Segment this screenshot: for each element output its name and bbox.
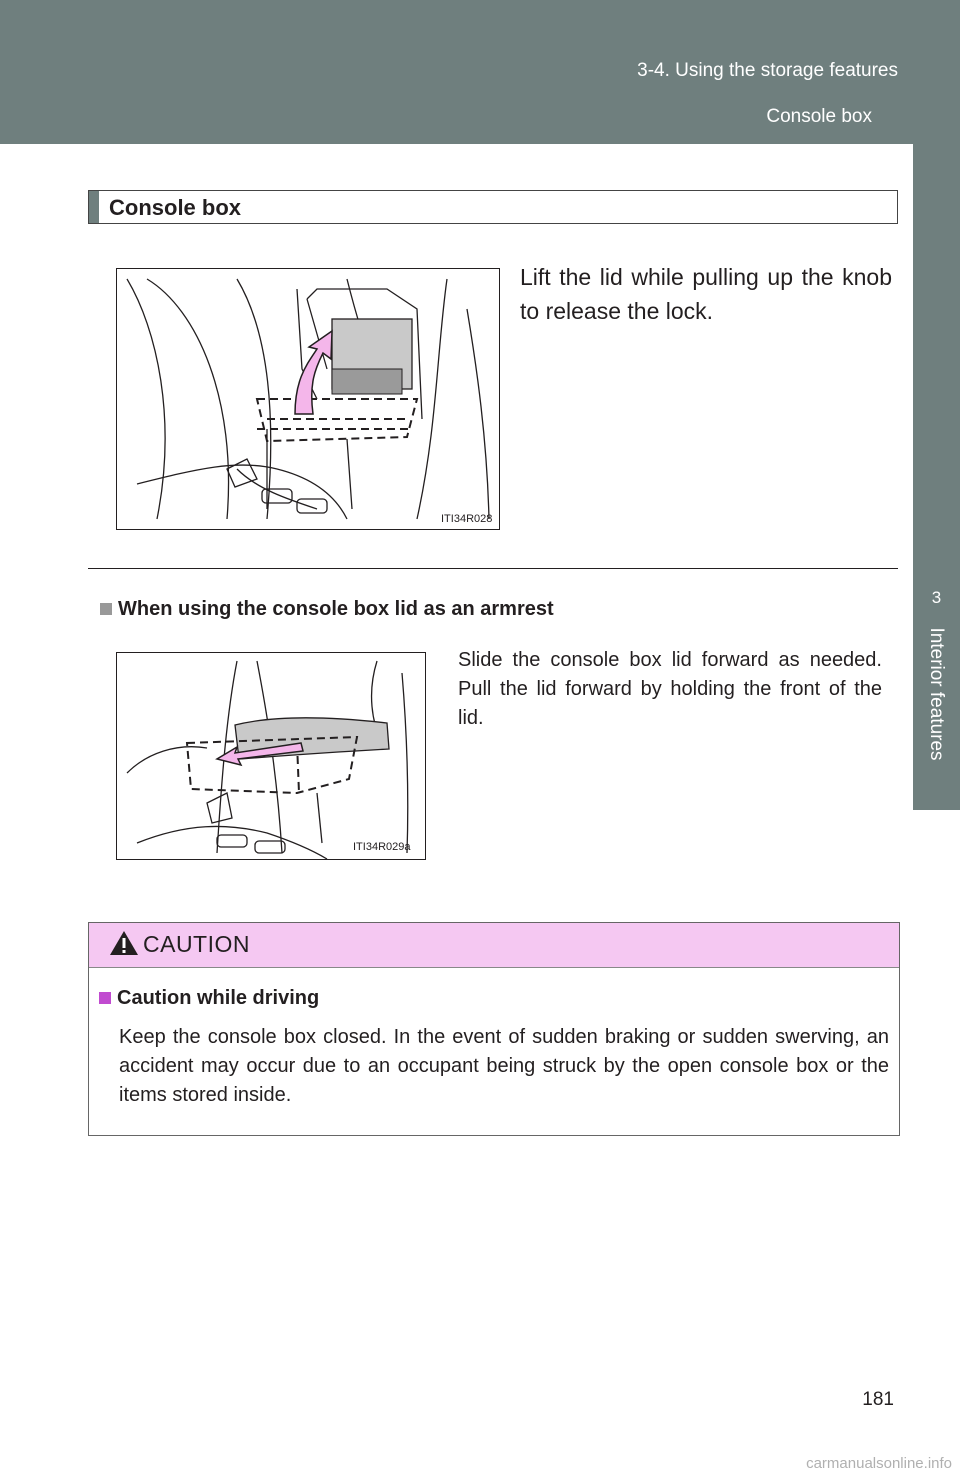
magenta-square-bullet-icon — [99, 992, 111, 1004]
figure-label-2: ITI34R029a — [353, 841, 411, 853]
figure-label-1: ITI34R028 — [441, 513, 493, 525]
caution-heading-text: Caution while driving — [117, 987, 320, 1009]
caution-heading — [99, 987, 319, 1010]
caution-label: CAUTION — [143, 931, 250, 957]
section-title-accent — [89, 191, 99, 223]
caution-box — [88, 922, 900, 1136]
header-subsection-title: Console box — [766, 106, 872, 127]
armrest-slide-drawing — [117, 653, 425, 859]
armrest-instruction: Slide the console box lid forward as needed. Pull the lid forward by holding the front of the lid. — [458, 649, 882, 729]
console-open-drawing — [117, 269, 499, 529]
caution-header — [89, 923, 899, 968]
section-title: Console box — [109, 195, 242, 220]
caution-text: Keep the console box closed. In the event of sudden braking or sudden swerving, an accident may occur due to an occupant being struck by the open console box or the items stored inside. — [119, 1026, 889, 1106]
chapter-number: 3 — [931, 588, 942, 607]
armrest-heading-text: When using the console box lid as an armrest — [118, 598, 554, 620]
side-tab-band — [913, 144, 960, 552]
chapter-title: Interior features — [926, 627, 947, 761]
section-divider — [88, 568, 898, 569]
warning-triangle-icon — [109, 929, 139, 962]
console-open-illustration — [116, 268, 500, 530]
gray-square-bullet-icon — [100, 603, 112, 615]
side-tab-blank — [913, 810, 960, 1484]
header-section-title: 3-4. Using the storage features — [637, 60, 898, 81]
watermark: carmanualsonline.info — [806, 1455, 952, 1472]
console-open-instruction: Lift the lid while pulling up the knob to release the lock. — [520, 264, 892, 324]
armrest-slide-illustration — [116, 652, 426, 860]
armrest-heading — [100, 598, 554, 621]
page-number: 181 — [862, 1389, 894, 1410]
section-title-bar — [88, 190, 898, 224]
